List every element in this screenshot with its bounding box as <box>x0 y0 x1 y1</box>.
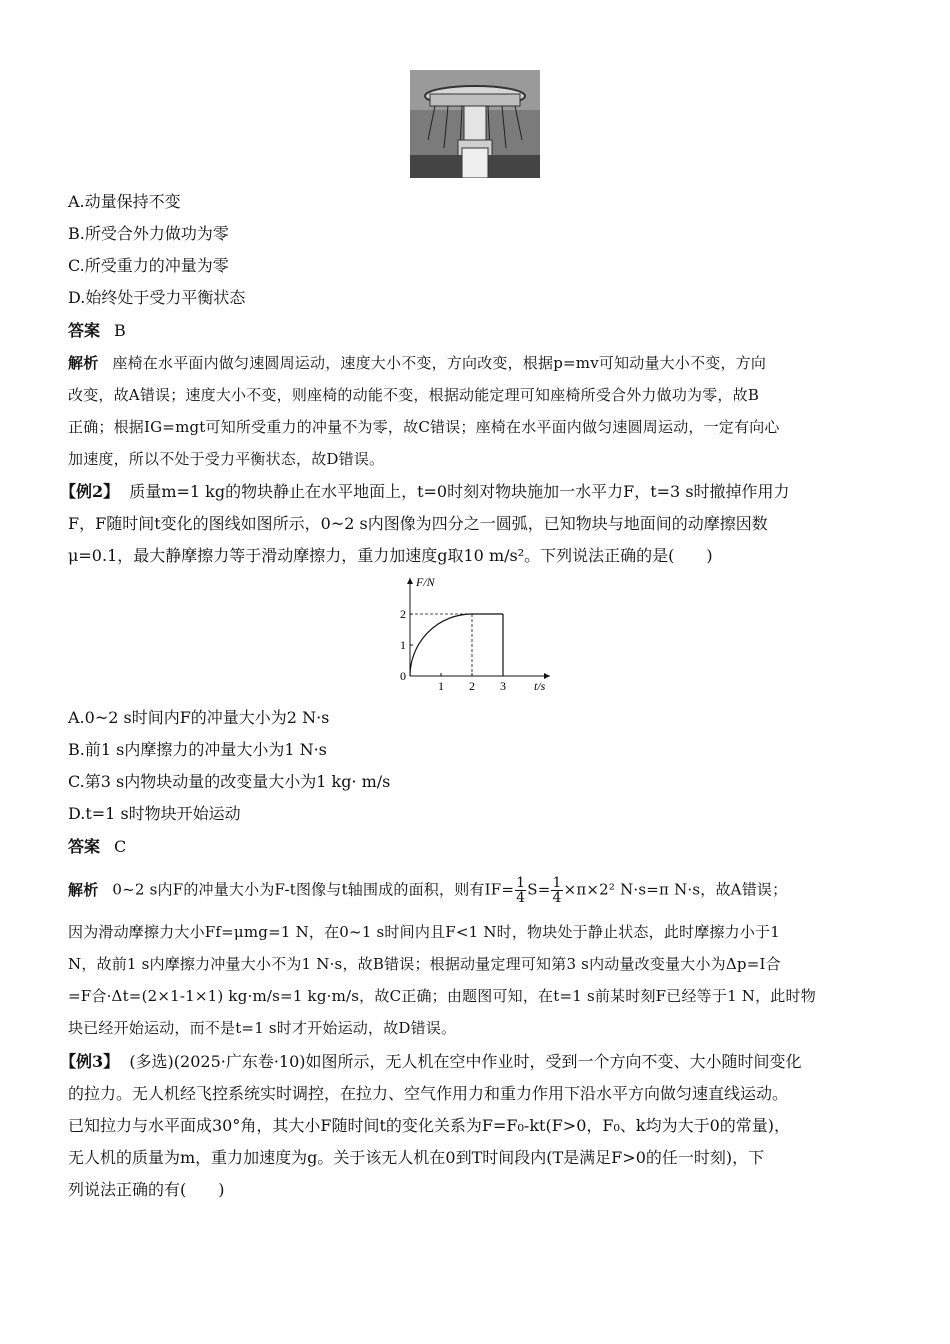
analysis-line-1 <box>68 353 766 373</box>
analysis-line-4: 加速度，所以不处于受力平衡状态，故D错误。 <box>68 450 385 468</box>
q2-option-d: D.t=1 s时物块开始运动 <box>68 804 241 823</box>
option-c: C.所受重力的冲量为零 <box>68 256 229 275</box>
frac-den: 4 <box>516 890 526 906</box>
q3-stem-line-3: 已知拉力与水平面成30°角，其大小F随时间t的变化关系为F=F₀-kt(F>0，F₀、k均为大于0的常量)， <box>68 1116 791 1135</box>
q2-analysis-text-a: 0~2 s内F的冲量大小为F-t图像与t轴围成的面积，则有IF= <box>112 880 515 899</box>
answer-value: B <box>114 321 126 340</box>
analysis-line-3: 正确；根据IG=mgt可知所受重力的冲量不为零，故C错误；座椅在水平面内做匀速圆周运动，一定有向心 <box>68 418 780 436</box>
q2-stem-line-2: F，F随时间t变化的图线如图所示，0~2 s内图像为四分之一圆弧，已知物块与地面间的动摩擦因数 <box>68 514 768 533</box>
q2-analysis-line-5: 块已经开始运动，而不是t=1 s时才开始运动，故D错误。 <box>68 1019 457 1037</box>
x-tick-label: 1 <box>438 679 444 693</box>
q3-stem-line-5: 列说法正确的有( ) <box>68 1180 225 1199</box>
q2-analysis-line-4: =F合·Δt=(2×1-1×1) kg·m/s=1 kg·m/s，故C正确；由题图可知，在t=1 s前某时刻F已经等于1 N，此时物 <box>68 987 816 1005</box>
quarter-arc-curve <box>410 614 472 676</box>
analysis-label: 解析 <box>68 354 99 372</box>
q2-analysis-line-3: N，故前1 s内摩擦力冲量大小不为1 N·s，故B错误；根据动量定理可知第3 s内动量改变量大小为Δp=I合 <box>68 955 781 973</box>
y-axis-label: F/N <box>416 575 435 589</box>
x-axis-label: t/s <box>534 679 546 693</box>
q2-answer-line <box>68 837 126 857</box>
q2-analysis-text-c: ×π×2² N·s=π N·s，故A错误； <box>563 880 788 899</box>
analysis-line-2: 改变，故A错误；速度大小不变，则座椅的动能不变，根据动能定理可知座椅所受合外力做功为零，故B <box>68 386 760 404</box>
answer-line <box>68 321 126 341</box>
q3-stem-line-1 <box>60 1052 802 1072</box>
q2-answer-label: 答案 <box>68 837 101 856</box>
fraction-quarter-1 <box>515 876 526 905</box>
q2-answer-value: C <box>114 837 127 856</box>
q3-stem-line-2: 的拉力。无人机经飞控系统实时调控，在拉力、空气作用力和重力作用下沿水平方向做匀速直线运动。 <box>68 1084 789 1103</box>
frac-den: 4 <box>552 890 562 906</box>
q2-option-c: C.第3 s内物块动量的改变量大小为1 kg· m/s <box>68 772 391 791</box>
frac-num: 1 <box>516 875 526 891</box>
analysis-text: 座椅在水平面内做匀速圆周运动，速度大小不变，方向改变，根据p=mv可知动量大小不变，方向 <box>112 354 767 372</box>
q2-analysis-label: 解析 <box>68 880 99 899</box>
option-d: D.始终处于受力平衡状态 <box>68 288 246 307</box>
q2-stem-line-1 <box>60 482 790 502</box>
q3-stem-text: (多选)(2025·广东卷·10)如图所示，无人机在空中作业时，受到一个方向不变、大小随时间变化 <box>129 1052 802 1071</box>
q3-label: 【例3】 <box>60 1052 120 1071</box>
x-tick-label: 2 <box>469 679 475 693</box>
q3-stem-line-4: 无人机的质量为m，重力加速度为g。关于该无人机在0到T时间段内(T是满足F>0的任一时刻)，下 <box>68 1148 765 1167</box>
x-tick-label: 3 <box>500 679 506 693</box>
option-a: A.动量保持不变 <box>68 192 181 211</box>
y-axis-arrow <box>407 578 413 584</box>
q2-stem-line-3: μ=0.1，最大静摩擦力等于滑动摩擦力，重力加速度g取10 m/s²。下列说法正确的是( ) <box>68 546 713 565</box>
answer-label: 答案 <box>68 321 101 340</box>
q2-stem-text: 质量m=1 kg的物块静止在水平地面上，t=0时刻对物块施加一水平力F，t=3 s时撤掉作用力 <box>129 482 790 501</box>
force-time-chart <box>380 572 560 700</box>
y-tick-label: 2 <box>400 607 406 621</box>
origin-label: 0 <box>400 669 406 683</box>
q2-analysis-text-b: S= <box>527 880 551 899</box>
q2-analysis-line-1 <box>68 876 787 905</box>
y-tick-label: 1 <box>400 638 406 652</box>
fraction-quarter-2 <box>551 876 562 905</box>
q2-option-b: B.前1 s内摩擦力的冲量大小为1 N·s <box>68 740 327 759</box>
frac-num: 1 <box>552 875 562 891</box>
swing-ride-photo <box>410 70 540 178</box>
q2-analysis-line-2: 因为滑动摩擦力大小Ff=μmg=1 N，在0~1 s时间内且F<1 N时，物块处于静止状态，此时摩擦力小于1 <box>68 923 780 941</box>
q2-label: 【例2】 <box>60 482 120 501</box>
q2-option-a: A.0~2 s时间内F的冲量大小为2 N·s <box>68 708 330 727</box>
option-b: B.所受合外力做功为零 <box>68 224 229 243</box>
